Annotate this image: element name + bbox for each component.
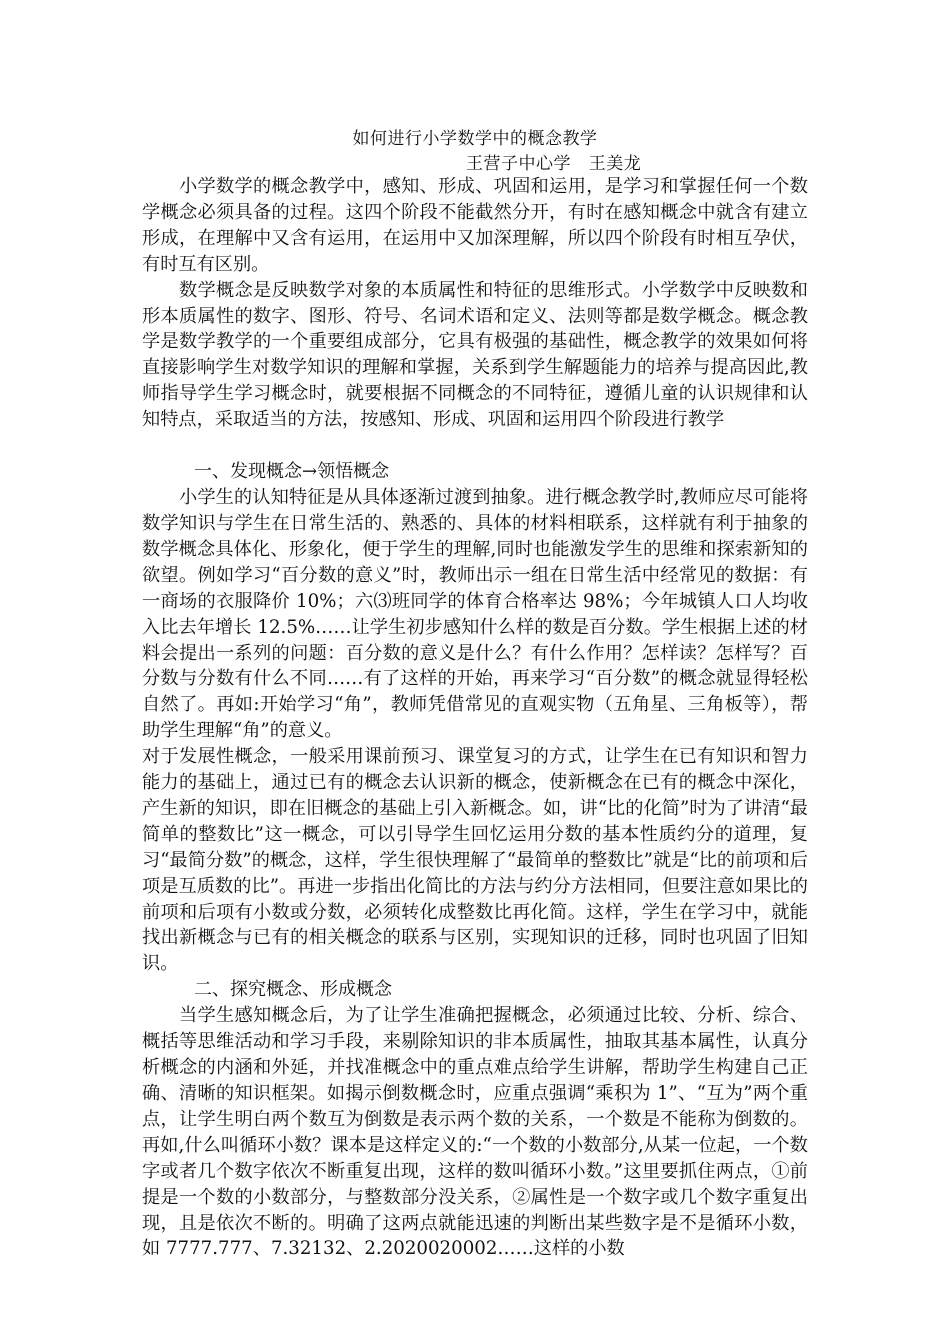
- paragraph-definition: 数学概念是反映数学对象的本质属性和特征的思维形式。小学数学中反映数和形本质属性的数字、图形、符号、名词术语和定义、法则等都是数学概念。概念教学是数学教学的一个重要组成部分，它具有极强的基础性，概念教学的效果如何将直接影响学生对数学知识的理解和掌握，关系到学生解题能力的培养与提高因此,教师指导学生学习概念时，就要根据不同概念的不同特征，遵循儿童的认识规律和认知特点，采取适当的方法，按感知、形成、巩固和运用四个阶段进行教学: [142, 279, 808, 431]
- paragraph-section-1: 小学生的认知特征是从具体逐渐过渡到抽象。进行概念教学时,教师应尽可能将数学知识与学生在日常生活的、熟悉的、具体的材料相联系，这样就有利于抽象的数学概念具体化、形象化，便于学生的理解,同时也能激发学生的思维和探索新知的欲望。例如学习“百分数的意义”时，教师出示一组在日常生活中经常见的数据：有一商场的衣服降价 10%；六⑶班同学的体育合格率达 98%；今年城镇人口人均收入比去年增长 12.5%……让学生初步感知什么样的数是百分数。学生根据上述的材料会提出一系列的问题：百分数的意义是什么？有什么作用？怎样读？怎样写？百分数与分数有什么不同……有了这样的开始，再来学习“百分数”的概念就显得轻松自然了。再如:开始学习“角”，教师凭借常见的直观实物（五角星、三角板等），帮助学生理解“角”的意义。: [142, 487, 808, 742]
- paragraph-development: 对于发展性概念，一般采用课前预习、课堂复习的方式，让学生在已有知识和智力能力的基础上，通过已有的概念去认识新的概念，使新概念在已有的概念中深化，产生新的知识，即在旧概念的基础上引入新概念。如，讲“比的化简”时为了讲清“最简单的整数比”这一概念，可以引导学生回忆运用分数的基本性质约分的道理，复习“最简分数”的概念，这样，学生很快理解了“最简单的整数比”就是“比的前项和后项是互质数的比”。再进一步指出化简比的方法与约分方法相同，但要注意如果比的前项和后项有小数或分数，必须转化成整数比再化简。这样，学生在学习中，就能找出新概念与已有的相关概念的联系与区别，实现知识的迁移，同时也巩固了旧知识。: [142, 746, 808, 975]
- document-author: 王营子中心学 王美龙: [466, 154, 642, 174]
- section-heading-2: 二、探究概念、形成概念: [194, 979, 392, 1001]
- document-title: 如何进行小学数学中的概念教学: [352, 129, 598, 149]
- document-body: [142, 174, 808, 1262]
- paragraph-intro: 小学数学的概念教学中，感知、形成、巩固和运用，是学习和掌握任何一个数学概念必须具备的过程。这四个阶段不能截然分开，有时在感知概念中就含有建立形成，在理解中又含有运用，在运用中又加深理解，所以四个阶段有时相互孕伏，有时互有区别。: [142, 176, 808, 275]
- paragraph-section-2: 当学生感知概念后，为了让学生准确把握概念，必须通过比较、分析、综合、概括等思维活动和学习手段，来剔除知识的非本质属性，抽取其基本属性，认真分析概念的内涵和外延，并找准概念中的重点难点给学生讲解，帮助学生构建自己正确、清晰的知识框架。如揭示倒数概念时，应重点强调“乘积为 1”、“互为”两个重点，让学生明白两个数互为倒数是表示两个数的关系，一个数是不能称为倒数的。再如,什么叫循环小数？课本是这样定义的:“一个数的小数部分,从某一位起，一个数字或者几个数字依次不断重复出现，这样的数叫循环小数。”这里要抓住两点，①前提是一个数的小数部分，与整数部分没关系，②属性是一个数字或几个数字重复出现，且是依次不断的。明确了这两点就能迅速的判断出某些数字是不是循环小数，如 7777.777、7.32132、2.2020020002……这样的小数: [142, 1005, 808, 1260]
- blank-line: [142, 433, 808, 459]
- section-heading-1: 一、发现概念→领悟概念: [194, 461, 390, 483]
